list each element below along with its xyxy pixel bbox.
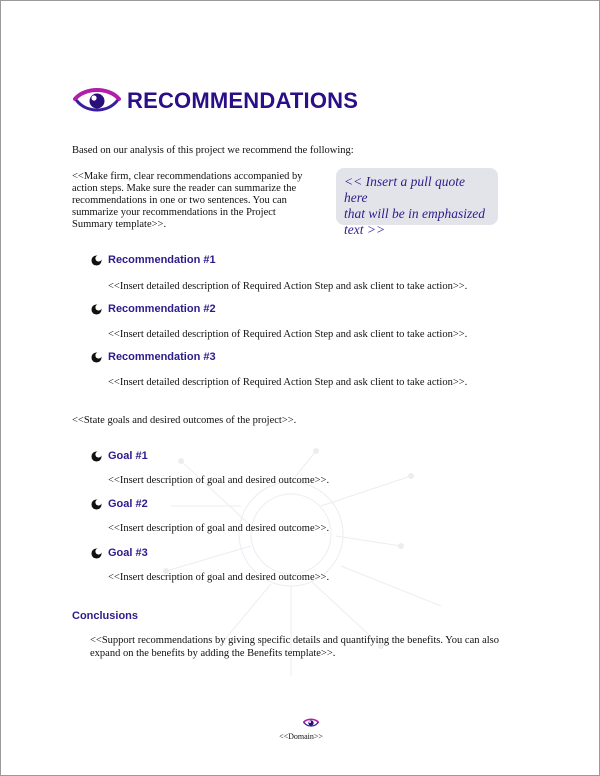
goal-label: Goal #1	[108, 450, 148, 462]
goal-item	[91, 547, 148, 559]
pull-quote-line: << Insert a pull quote here	[344, 174, 465, 205]
crescent-bullet-icon	[91, 451, 102, 462]
goal-label: Goal #3	[108, 547, 148, 559]
recommendation-description: <<Insert detailed description of Required Action Step and ask client to take action>>.	[108, 281, 468, 292]
recommendation-label: Recommendation #3	[108, 351, 216, 363]
recommendation-description: <<Insert detailed description of Required Action Step and ask client to take action>>.	[108, 377, 468, 388]
recommendation-item	[91, 351, 216, 363]
instructions-line: Summary template>>.	[72, 219, 167, 230]
pull-quote-line: text >>	[344, 222, 386, 237]
page-header	[73, 85, 358, 117]
recommendation-item	[91, 254, 216, 266]
intro-text: Based on our analysis of this project we recommend the following:	[72, 145, 354, 156]
page-title: RECOMMENDATIONS	[127, 88, 359, 113]
crescent-bullet-icon	[91, 352, 102, 363]
pull-quote-line: that will be in emphasized	[344, 206, 485, 221]
instructions-line: <<Make firm, clear recommendations accompanied by	[72, 171, 303, 182]
crescent-bullet-icon	[91, 255, 102, 266]
goal-item	[91, 498, 148, 510]
conclusions-paragraph	[90, 635, 510, 660]
conclusions-line: expand on the benefits by adding the Benefits template>>.	[90, 647, 336, 659]
instructions-line: action steps. Make sure the reader can summarize the	[72, 183, 297, 194]
recommendation-label: Recommendation #1	[108, 254, 216, 266]
pull-quote-box	[336, 168, 498, 237]
instructions-line: summarize your recommendations in the Project	[72, 207, 276, 218]
eye-logo-icon	[303, 717, 319, 729]
goal-item	[91, 450, 148, 462]
crescent-bullet-icon	[91, 304, 102, 315]
eye-logo-icon	[73, 85, 121, 117]
crescent-bullet-icon	[91, 548, 102, 559]
goals-intro-text: <<State goals and desired outcomes of the project>>.	[72, 415, 297, 426]
recommendation-label: Recommendation #2	[108, 303, 216, 315]
recommendation-description: <<Insert detailed description of Required Action Step and ask client to take action>>.	[108, 329, 468, 340]
crescent-bullet-icon	[91, 499, 102, 510]
conclusions-heading: Conclusions	[72, 610, 139, 622]
conclusions-line: <<Support recommendations by giving specific details and quantifying the benefits. You can also	[90, 635, 500, 646]
goal-description: <<Insert description of goal and desired outcome>>.	[108, 475, 330, 486]
goal-description: <<Insert description of goal and desired outcome>>.	[108, 572, 330, 583]
footer-domain: <<Domain>>	[279, 732, 323, 741]
instructions-line: recommendations in one or two sentences. You can	[72, 195, 287, 206]
goal-description: <<Insert description of goal and desired outcome>>.	[108, 523, 330, 534]
recommendation-item	[91, 303, 216, 315]
instructions-paragraph	[72, 171, 332, 231]
goal-label: Goal #2	[108, 498, 148, 510]
